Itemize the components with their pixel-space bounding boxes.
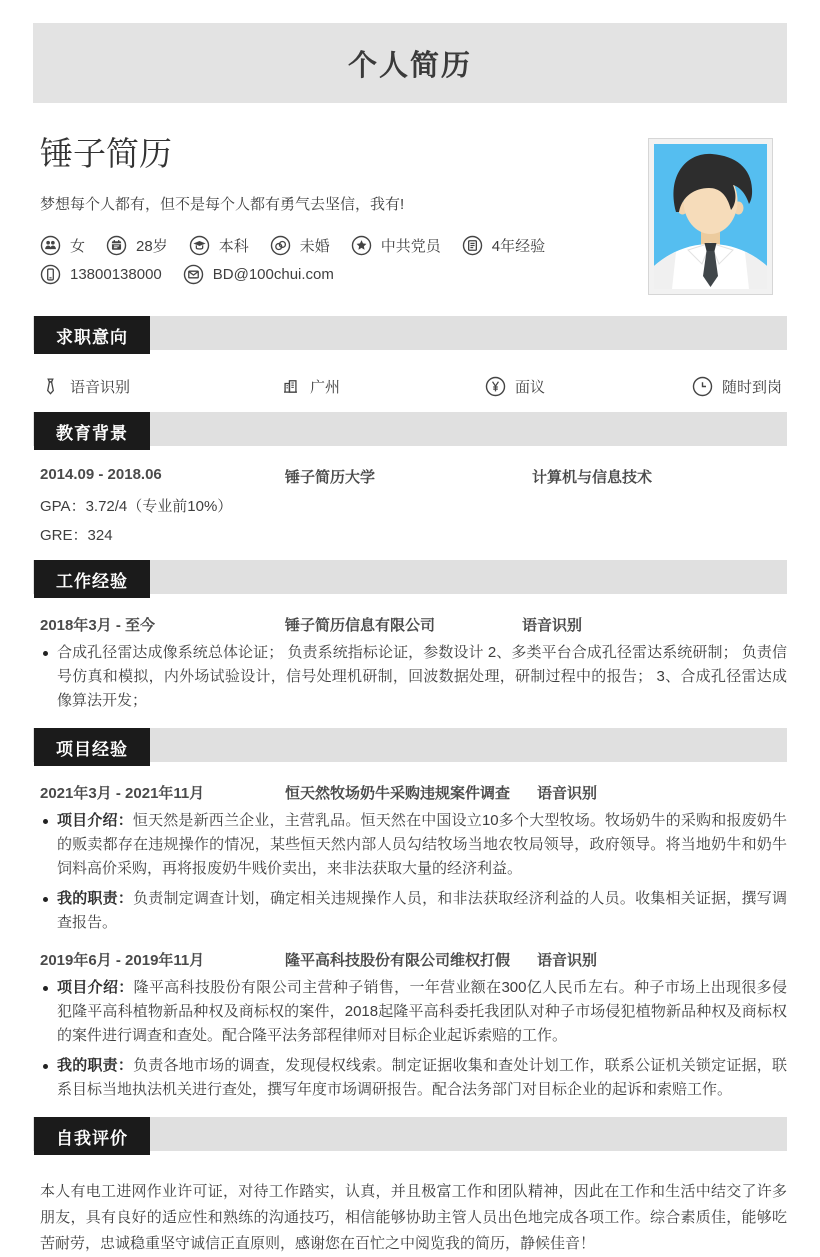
info-email xyxy=(183,263,334,285)
work-detail-text: 合成孔径雷达成像系统总体论证； 负责系统指标论证，参数设计 2、多类平台合成孔径雷达系统研制； 负责信号仿真和模拟，内外场试验设计，信号处理机研制，回波数据处理，研制过程中的报告； 3、合成孔径雷达成像算法开发； xyxy=(57,644,787,709)
project-duty-label: 我的职责： xyxy=(57,1057,134,1074)
section-job-intent-header xyxy=(33,316,787,354)
info-phone-label: 13800138000 xyxy=(70,265,162,283)
project-duty-label: 我的职责： xyxy=(57,890,134,907)
job-intent-row xyxy=(40,376,787,397)
work-details xyxy=(40,641,787,713)
page-title: 个人简历 xyxy=(347,49,472,82)
project-period: 2021年3月 - 2021年11月 xyxy=(40,785,205,802)
info-degree xyxy=(189,234,249,256)
availability-clock-icon xyxy=(692,376,713,397)
intent-salary xyxy=(485,376,692,397)
section-selfeval-header xyxy=(33,1117,787,1155)
section-title-text: 教育背景 xyxy=(56,423,128,443)
section-title-text: 工作经验 xyxy=(56,571,128,591)
work-row xyxy=(40,614,787,635)
project-intro-item xyxy=(40,976,787,1048)
gender-icon xyxy=(40,235,61,256)
position-tie-icon xyxy=(40,376,61,397)
intent-position xyxy=(40,376,280,397)
education-row xyxy=(40,466,787,487)
project-duty-item xyxy=(40,1054,787,1102)
age-icon xyxy=(106,235,127,256)
avatar-illustration xyxy=(654,144,767,289)
section-title-projects xyxy=(34,728,150,766)
intent-position-label: 语音识别 xyxy=(70,379,131,396)
info-experience-label: 4年经验 xyxy=(491,237,546,255)
info-experience xyxy=(462,234,545,256)
resume-content xyxy=(33,128,787,1257)
section-title-text: 求职意向 xyxy=(56,327,128,347)
project-duty-text: 负责制定调查计划，确定相关违规操作人员，和非法获取经济利益的人员。收集相关证据，撰写调查报告。 xyxy=(57,890,787,931)
intent-city-label: 广州 xyxy=(310,379,341,396)
intent-availability-label: 随时到岗 xyxy=(722,379,783,396)
section-title-text: 项目经验 xyxy=(56,739,128,759)
project-duty-item xyxy=(40,887,787,935)
project-period: 2019年6月 - 2019年11月 xyxy=(40,952,205,969)
phone-icon xyxy=(40,264,61,285)
project-intro-item xyxy=(40,809,787,881)
page-banner xyxy=(33,23,787,103)
tagline: 梦想每个人都有，但不是每个人都有勇气去坚信，我有! xyxy=(40,196,405,213)
project-row xyxy=(40,949,787,970)
project-intro-label: 项目介绍： xyxy=(57,979,134,996)
intent-availability xyxy=(692,376,787,397)
project-name: 恒天然牧场奶牛采购违规案件调查 xyxy=(285,785,511,802)
work-role: 语音识别 xyxy=(522,617,583,634)
education-school: 锤子简历大学 xyxy=(285,469,376,486)
email-icon xyxy=(183,264,204,285)
section-title-selfeval xyxy=(34,1117,150,1155)
project-details xyxy=(40,809,787,935)
info-gender xyxy=(40,234,85,256)
city-building-icon xyxy=(280,376,301,397)
project-intro-label: 项目介绍： xyxy=(57,812,133,829)
info-gender-label: 女 xyxy=(70,237,86,255)
project-role: 语音识别 xyxy=(537,785,598,802)
education-major: 计算机与信息技术 xyxy=(532,469,653,486)
section-title-text: 自我评价 xyxy=(56,1128,128,1148)
degree-icon xyxy=(189,235,210,256)
section-work-header xyxy=(33,560,787,598)
project-name: 隆平高科技股份有限公司维权打假 xyxy=(285,952,511,969)
section-title-job-intent xyxy=(34,316,150,354)
education-gre: GRE：324 xyxy=(40,527,113,544)
info-age xyxy=(106,234,168,256)
intent-salary-label: 面议 xyxy=(515,379,546,396)
work-detail-item xyxy=(40,641,787,713)
profile-photo xyxy=(648,138,773,295)
work-company: 锤子简历信息有限公司 xyxy=(285,617,436,634)
experience-icon xyxy=(462,235,483,256)
project-intro-text: 恒天然是新西兰企业，主营乳品。恒天然在中国设立10多个大型牧场。牧场奶牛的采购和报废奶牛的贩卖都存在违规操作的情况，某些恒天然内部人员勾结牧场当地农牧局领导，政府领导。将当地奶牛和奶牛饲料高价采购，再将报废奶牛贱价卖出，来非法获取大量的经济利益。 xyxy=(57,812,787,877)
resume-page xyxy=(0,23,820,1252)
project-duty-text: 负责各地市场的调查，发现侵权线索。制定证据收集和查处计划工作，联系公证机关锁定证据，联系目标当地执法机关进行查处，撰写年度市场调研报告。配合法务部门对目标企业的起诉和索赔工作。 xyxy=(57,1057,787,1098)
info-email-label: BD@100chui.com xyxy=(212,265,334,283)
info-party xyxy=(351,234,441,256)
info-age-label: 28岁 xyxy=(136,237,168,255)
project-row xyxy=(40,782,787,803)
info-phone xyxy=(40,263,162,285)
section-title-work xyxy=(34,560,150,598)
education-period: 2014.09 - 2018.06 xyxy=(40,466,162,483)
intent-city xyxy=(280,376,485,397)
info-marital xyxy=(270,234,330,256)
info-marital-label: 未婚 xyxy=(299,237,330,255)
basic-info-list xyxy=(40,234,670,285)
self-evaluation-text: 本人有电工进网作业许可证，对待工作踏实，认真，并且极富工作和团队精神，因此在工作和生活中结交了许多朋友，具有良好的适应性和熟练的沟通技巧，相信能够协助主管人员出色地完成各项工作。综合素质佳，能够吃苦耐劳，忠诚稳重坚守诚信正直原则，感谢您在百忙之中阅览我的简历，静候佳音！ xyxy=(40,1183,787,1252)
section-projects-header xyxy=(33,728,787,766)
section-education-header xyxy=(33,412,787,450)
project-role: 语音识别 xyxy=(537,952,598,969)
section-title-education xyxy=(34,412,150,450)
info-degree-label: 本科 xyxy=(218,237,249,255)
project-details xyxy=(40,976,787,1102)
project-intro-text: 隆平高科技股份有限公司主营种子销售，一年营业额在300亿人民币左右。种子市场上出现很多侵犯隆平高科植物新品种权及商标权的案件，2018起隆平高科委托我团队对种子市场侵犯植物新品种权及商标权的案件进行调查和查处。配合隆平法务部程律师对目标企业起诉索赔的工作。 xyxy=(57,979,787,1044)
info-party-label: 中共党员 xyxy=(380,237,441,255)
salary-yen-icon xyxy=(485,376,506,397)
marital-icon xyxy=(270,235,291,256)
work-period: 2018年3月 - 至今 xyxy=(40,617,156,634)
party-icon xyxy=(351,235,372,256)
candidate-name: 锤子简历 xyxy=(40,135,172,172)
education-gpa: GPA：3.72/4（专业前10%） xyxy=(40,498,233,515)
